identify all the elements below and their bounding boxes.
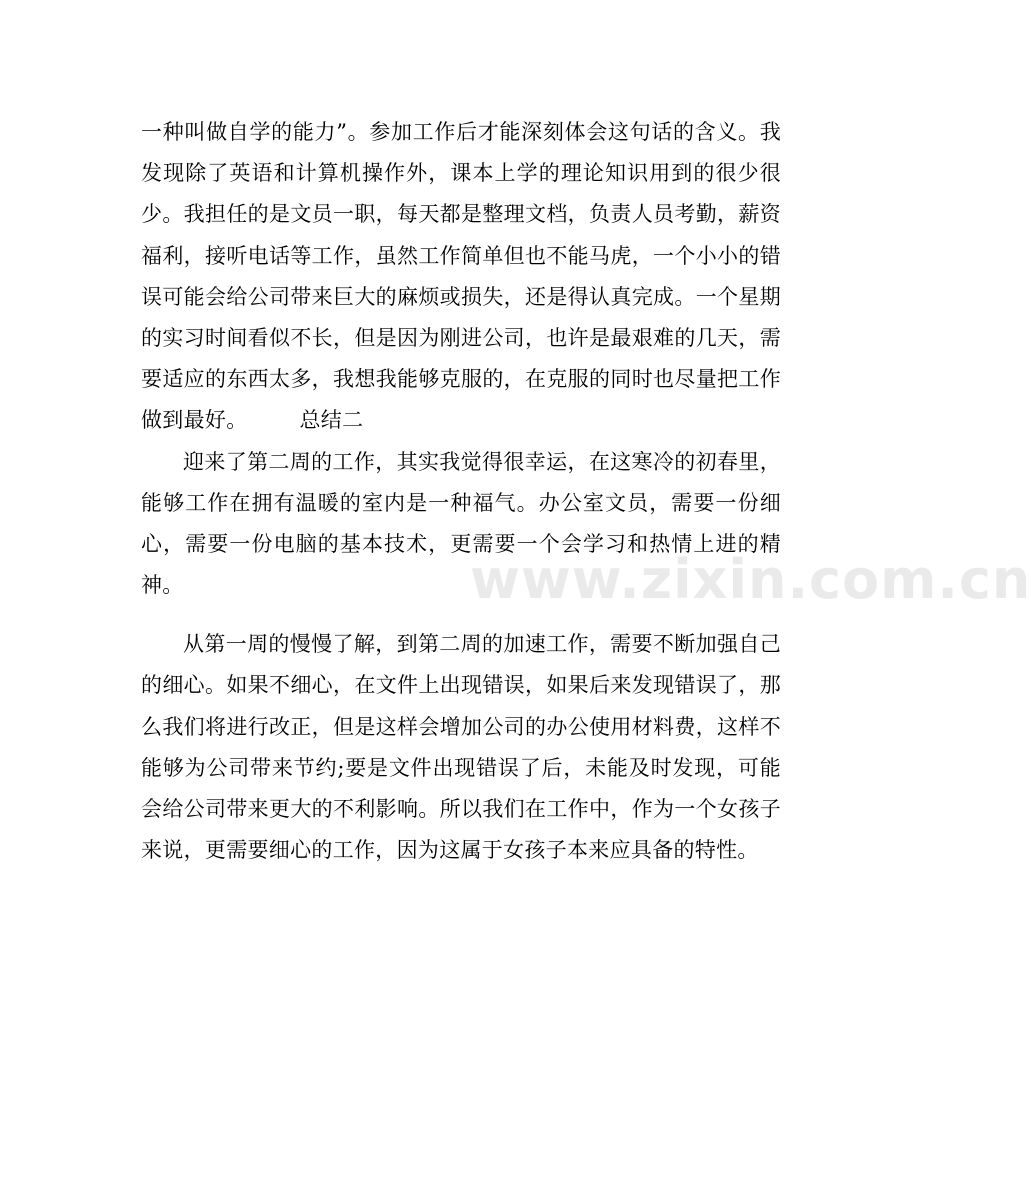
- watermark: www.zixin.com.cn: [470, 548, 1031, 611]
- paragraph-1: [141, 112, 781, 442]
- text-line: 神。: [141, 573, 184, 598]
- text-line: 么我们将进行改正，但是这样会增加公司的办公使用材料费，这样不: [141, 714, 781, 739]
- text-line: 迎来了第二周的工作，其实我觉得很幸运，在这寒冷的初春里，: [183, 449, 781, 474]
- text-line: 心，需要一份电脑的基本技术，更需要一个会学习和热情上进的精: [141, 531, 781, 556]
- text-line: 一种叫做自学的能力”。参加工作后才能深刻体会这句话的含义。我: [141, 120, 781, 144]
- text-line: 的实习时间看似不长，但是因为刚进公司，也许是最艰难的几天，需: [141, 325, 781, 350]
- paragraph-gap: [141, 606, 781, 624]
- text-line: 要适应的东西太多，我想我能够克服的，在克服的同时也尽量把工作: [141, 367, 781, 392]
- text-line: 少。我担任的是文员一职，每天都是整理文档，负责人员考勤，薪资: [141, 202, 781, 227]
- section-heading: 总结二: [299, 408, 364, 433]
- document-body: [141, 112, 781, 871]
- text-line: 会给公司带来更大的不利影响。所以我们在工作中，作为一个女孩子: [141, 797, 781, 821]
- text-line-with-heading: [141, 400, 781, 441]
- paragraph-3: [141, 624, 781, 871]
- text-line: 来说，更需要细心的工作，因为这属于女孩子本来应具备的特性。: [141, 838, 759, 863]
- text-line: 发现除了英语和计算机操作外，课本上学的理论知识用到的很少很: [141, 161, 781, 186]
- text-line: 福利，接听电话等工作，虽然工作简单但也不能马虎，一个小小的错: [141, 243, 781, 268]
- text-line: 能够工作在拥有温暖的室内是一种福气。办公室文员，需要一份细: [141, 490, 781, 515]
- text-line-end: 做到最好。: [141, 408, 248, 433]
- paragraph-2: [141, 442, 781, 607]
- text-line: 误可能会给公司带来巨大的麻烦或损失，还是得认真完成。一个星期: [141, 284, 781, 309]
- text-line: 从第一周的慢慢了解，到第二周的加速工作，需要不断加强自己: [183, 632, 781, 657]
- text-line: 的细心。如果不细心，在文件上出现错误，如果后来发现错误了，那: [141, 673, 781, 698]
- text-line: 能够为公司带来节约;要是文件出现错误了后，未能及时发现，可能: [141, 755, 781, 780]
